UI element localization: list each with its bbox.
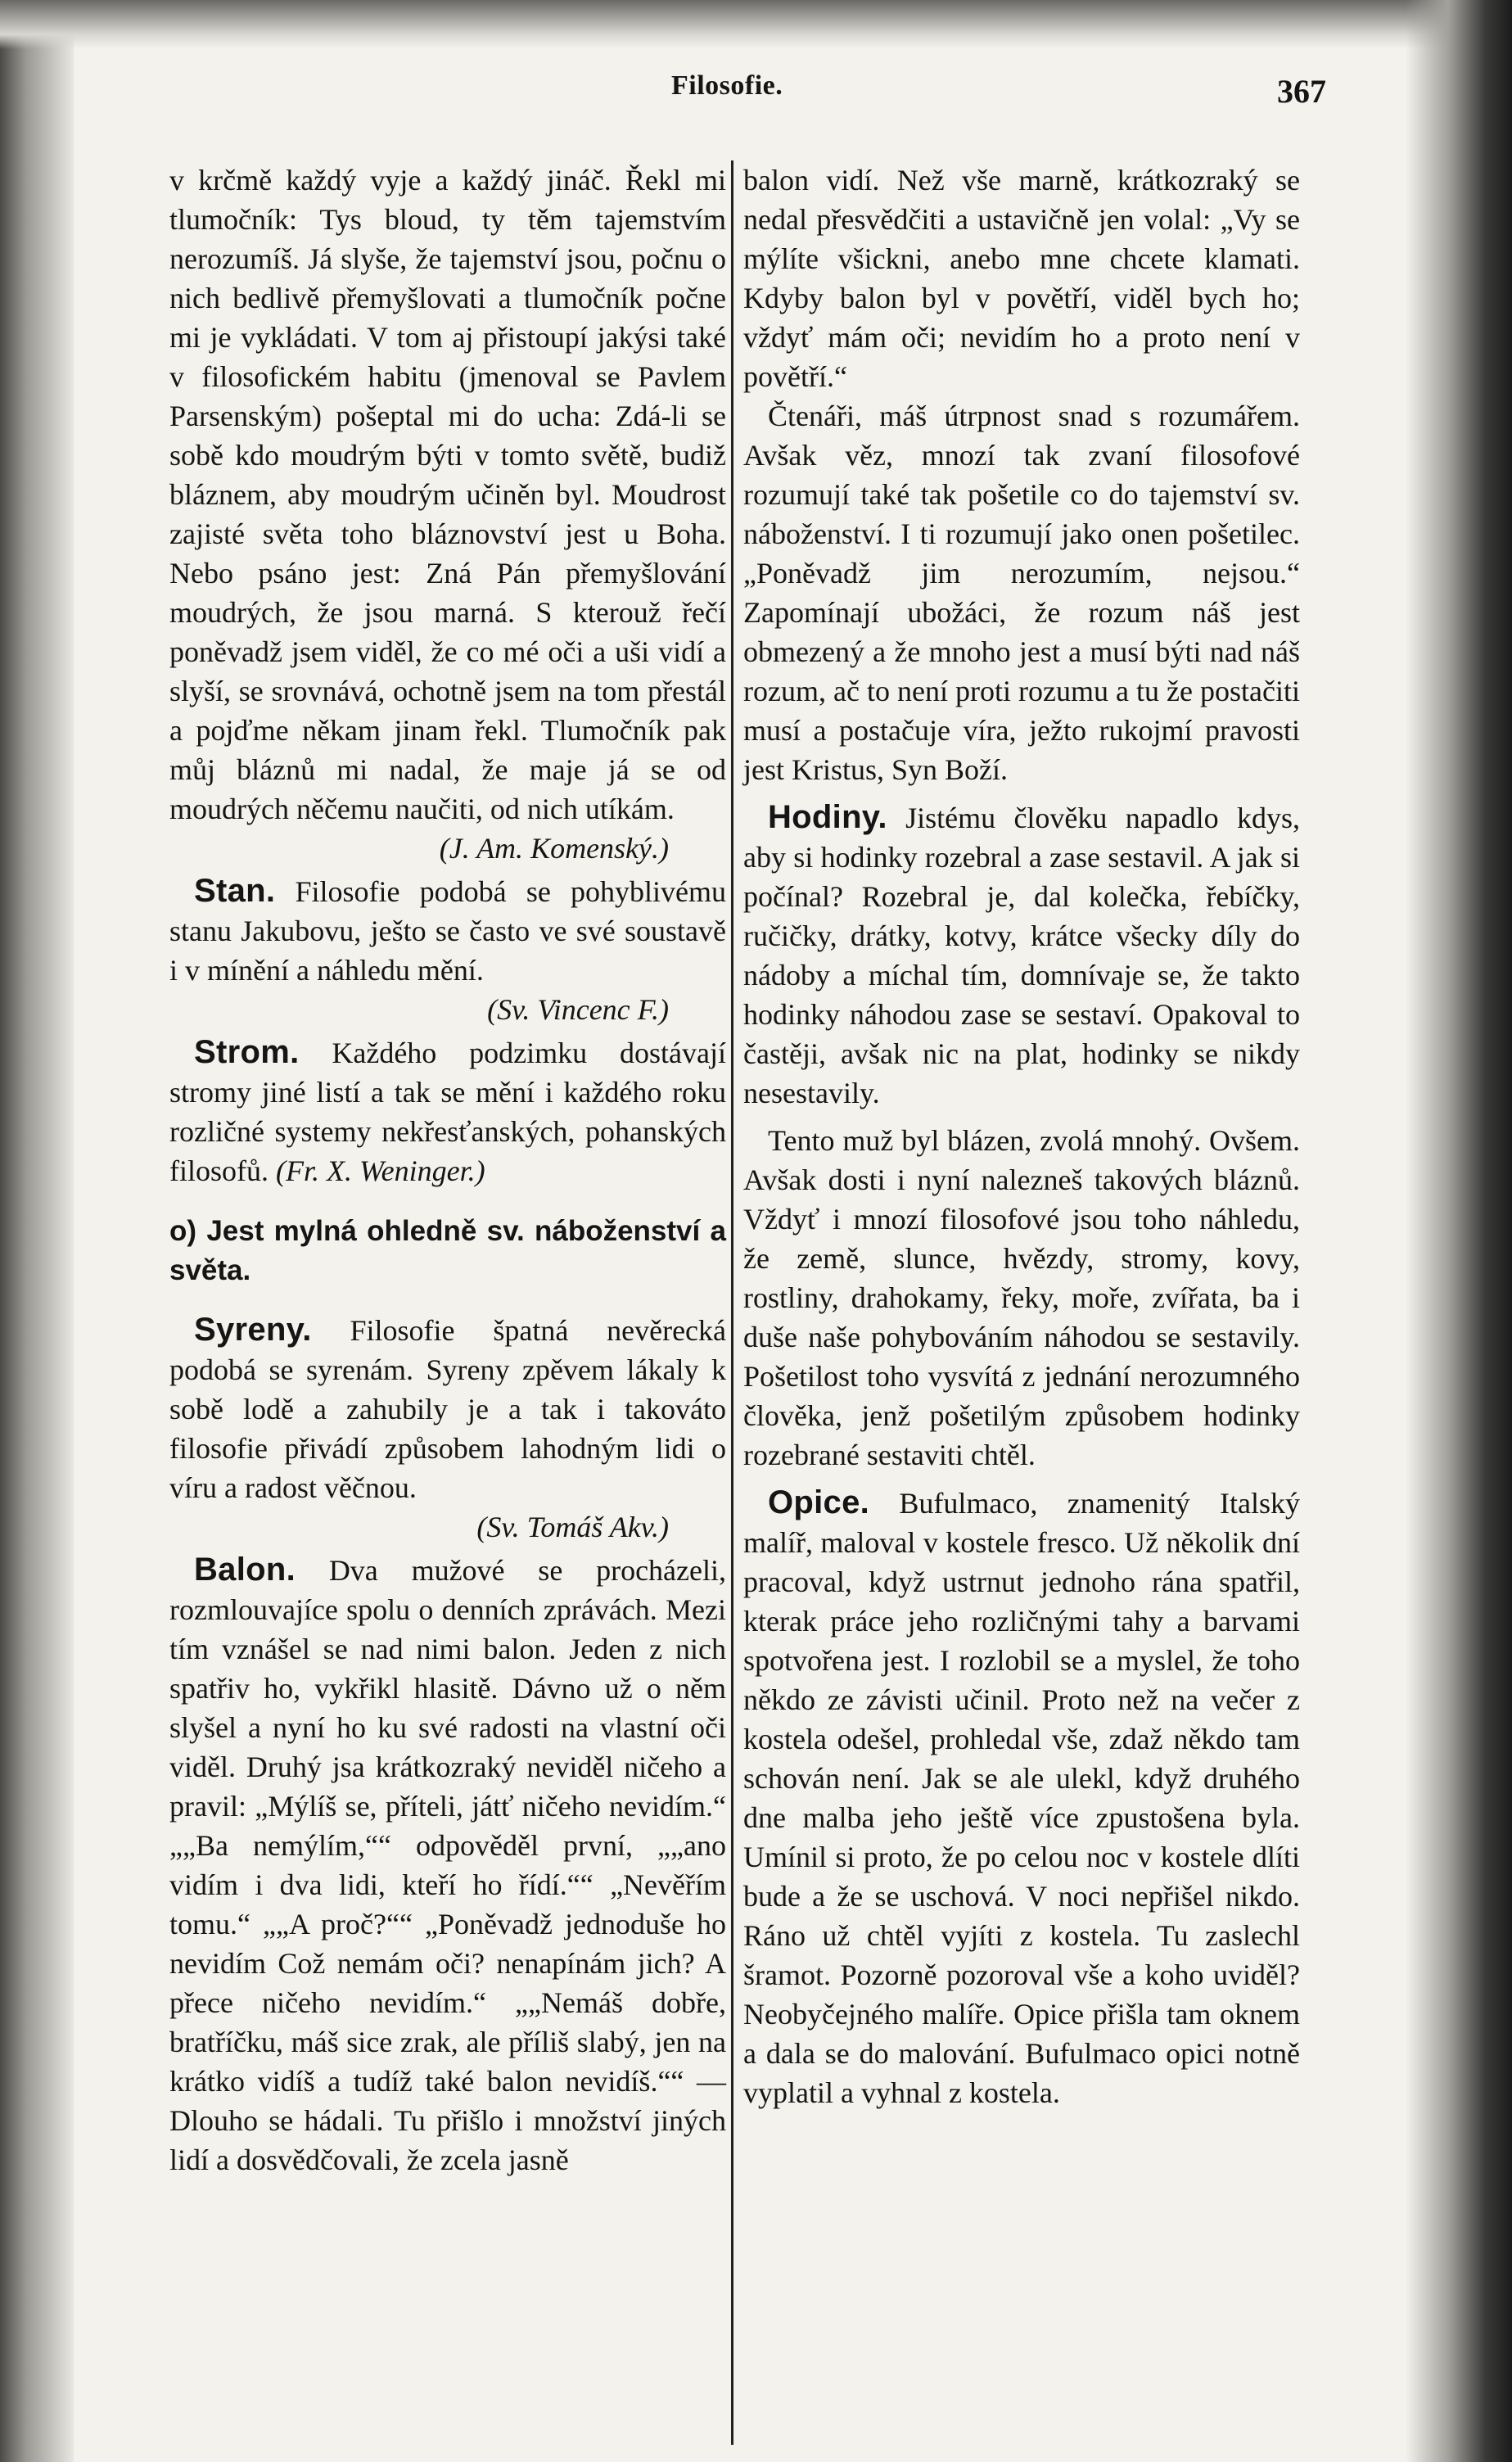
entry-heading-stan: Stan. [194, 873, 276, 909]
entry-heading-hodiny: Hodiny. [768, 799, 887, 835]
section-heading: o) Jest mylná ohledně sv. náboženství a světa. [169, 1215, 726, 1286]
running-header: Filosofie. [671, 70, 783, 101]
attribution: (Sv. Tomáš Akv.) [476, 1511, 669, 1543]
left-column [169, 160, 726, 2180]
entry-text-balon: Dva mužové se procházeli, rozmlouvajíce spolu o denních zprávách. Mezi tím vznášel se nad nimi balon. Jeden z nich spatřiv ho, vykřikl hlasitě. Dávno už o něm slyšel a nyní ho ku své radosti na vlastní oči viděl. Druhý jsa krátkozraký neviděl ničeho a pravil: „Mýlíš se, příteli, játť ničeho nevidím.“ „„Ba nemýlím,““ odpověděl první, „„ano vidím i dva lidi, kteří ho řídí.““ „Nevěřím tomu.“ „„A proč?““ „Poněvadž jednoduše ho nevidím Což nemám oči? nenapínám jich? A přece ničeho nevidím.“ „„Nemáš dobře, bratříčku, máš sice zrak, ale příliš slabý, jen na krátko vidíš a tudíž také balon nevidíš.““ — Dlouho se hádali. Tu přišlo i množství jiných lidí a dosvědčovali, že zcela jasně [169, 1554, 726, 2176]
right-column [743, 160, 1300, 2112]
page-shadow-left [0, 0, 74, 2462]
entry-text-stan: Filosofie podobá se pohyblivému stanu Jakubovu, ješto se často ve své soustavě i v mínění a náhledu mění. [169, 875, 726, 987]
column-divider [731, 160, 733, 2445]
page-shadow-right [1406, 0, 1512, 2462]
entry-heading-syreny: Syreny. [194, 1312, 312, 1348]
paragraph: Čtenáři, máš útrpnost snad s rozumářem. Avšak věz, mnozí tak zvaní filosofové rozumují také tak pošetile co do tajemství sv. náboženství. I ti rozumují jako onen pošetilec. „Poněvadž jim nerozumím, nejsou.“ Zapomínají ubožáci, že rozum náš jest obmezený a že mnoho jest a musí býti nad náš rozum, ač to není proti rozumu a tu že postačiti musí a postačuje víra, ježto rukojmí pravosti jest Kristus, Syn Boží. [743, 400, 1300, 786]
entry-heading-balon: Balon. [194, 1552, 296, 1588]
entry-balon [169, 1550, 726, 2180]
spacer [743, 1475, 1300, 1483]
entry-opice [743, 1483, 1300, 2112]
entry-text-hodiny: Jistému člověku napadlo kdys, aby si hodinky rozebral a zase sestavil. A jak si počínal? Rozebral je, dal kolečka, řebíčky, ručičky, drátky, kotvy, krátce všecky díly do nádoby a míchal tím, domnívaje se, že takto hodinky náhodou zase se sestaví. Opakoval to častěji, avšak nic na plat, hodinky se nikdy nesestavily. [743, 802, 1301, 1109]
entry-text-strom: Každého podzimku dostávají stromy jiné listí a tak se mění i každého roku rozličné systemy nekřesťanských, pohanských filosofů. [169, 1037, 726, 1187]
entry-text-opice: Bufulmaco, znamenitý Italský malíř, maloval v kostele fresco. Už několik dní pracoval, když ustrnut jednoho rána spatřil, kterak práce jeho rozličnými tahy a barvami spotvořena jest. I rozlobil se a myslel, že toho někdo ze závisti učinil. Proto než na večer z kostela odešel, prohledal vše, zdaž někdo tam schován není. Jak se ale ulekl, když druhého dne malba jeho ještě více zpustošena byla. Umínil si proto, že po celou noc v kostele dlíti bude a že se uschová. V noci nepřišel nikdo. Ráno už chtěl vyjíti z kostela. Tu zaslechl šramot. Pozorně pozoroval vše a koho uviděl? Neobyčejného malíře. Opice přišla tam oknem a dala se do malování. Bufulmaco opici notně vyplatil a vyhnal z kostela. [743, 1487, 1300, 2109]
attribution: (J. Am. Komenský.) [439, 832, 669, 865]
paragraph: Tento muž byl blázen, zvolá mnohý. Ovšem. Avšak dosti i nyní nalezneš takových bláznů. Vždyť i mnozí filosofové jsou toho náhledu, že země, slunce, hvězdy, stromy, kovy, rostliny, drahokamy, řeky, moře, zvířata, ba i duše naše pohybováním náhodou se sestavily. Pošetilost toho vysvítá z jednání nerozumného člověka, jenž pošetilým způsobem hodinky rozebrané sestaviti chtěl. [743, 1124, 1300, 1471]
spacer [743, 789, 1300, 797]
attribution-inline: (Fr. X. Weninger.) [276, 1154, 485, 1187]
attribution: (Sv. Vincenc F.) [487, 993, 669, 1026]
entry-text-syreny: Filosofie špatná nevěrecká podobá se syrenám. Syreny zpěvem lákaly k sobě lodě a zahubily je a tak i takováto filosofie přivádí způsobem lahodným lidi o víru a radost věčnou. [169, 1314, 726, 1504]
paragraph-continuation: balon vidí. Než vše marně, krátkozraký se nedal přesvědčiti a ustavičně jen volal: „Vy se mýlíte všickni, anebo mne chcete klamati. Kdyby balon byl v povětří, viděl bych ho; vždyť mám oči; nevidím ho a proto není v povětří.“ [743, 164, 1300, 393]
entry-strom [169, 1032, 726, 1190]
paragraph-continuation: v krčmě každý vyje a každý jináč. Řekl mi tlumočník: Tys bloud, ty těm tajemstvím nerozumíš. Já slyše, že tajemství jsou, počnu o nich bedlivě přemyšlovati a tlumočník počne mi je vykládati. V tom aj přistoupí jakýsi také v filosofickém habitu (jmenoval se Pavlem Parsenským) pošeptal mi do ucha: Zdá-li se sobě kdo moudrým býti v tomto světě, budiž bláznem, aby moudrým učiněn byl. Moudrost zajisté světa toho bláznovství jest u Boha. Nebo psáno jest: Zná Pán přemyšlování moudrých, že jsou marná. S kterouž řečí poněvadž jsem viděl, že co mé oči a uši vidí a slyší, se srovnává, ochotně jsem na tom přestál a pojďme někam jinam řekl. Tlumočník pak můj bláznů mi nadal, že maje já se od moudrých něčemu naučiti, od nich utíkám. [169, 164, 726, 825]
entry-heading-opice: Opice. [768, 1484, 870, 1520]
page-shadow-top [0, 0, 1512, 49]
entry-heading-strom: Strom. [194, 1034, 300, 1070]
entry-hodiny [743, 797, 1300, 1113]
page-number: 367 [1277, 73, 1326, 110]
spacer [743, 1113, 1300, 1121]
entry-syreny [169, 1310, 726, 1507]
entry-stan [169, 871, 726, 990]
